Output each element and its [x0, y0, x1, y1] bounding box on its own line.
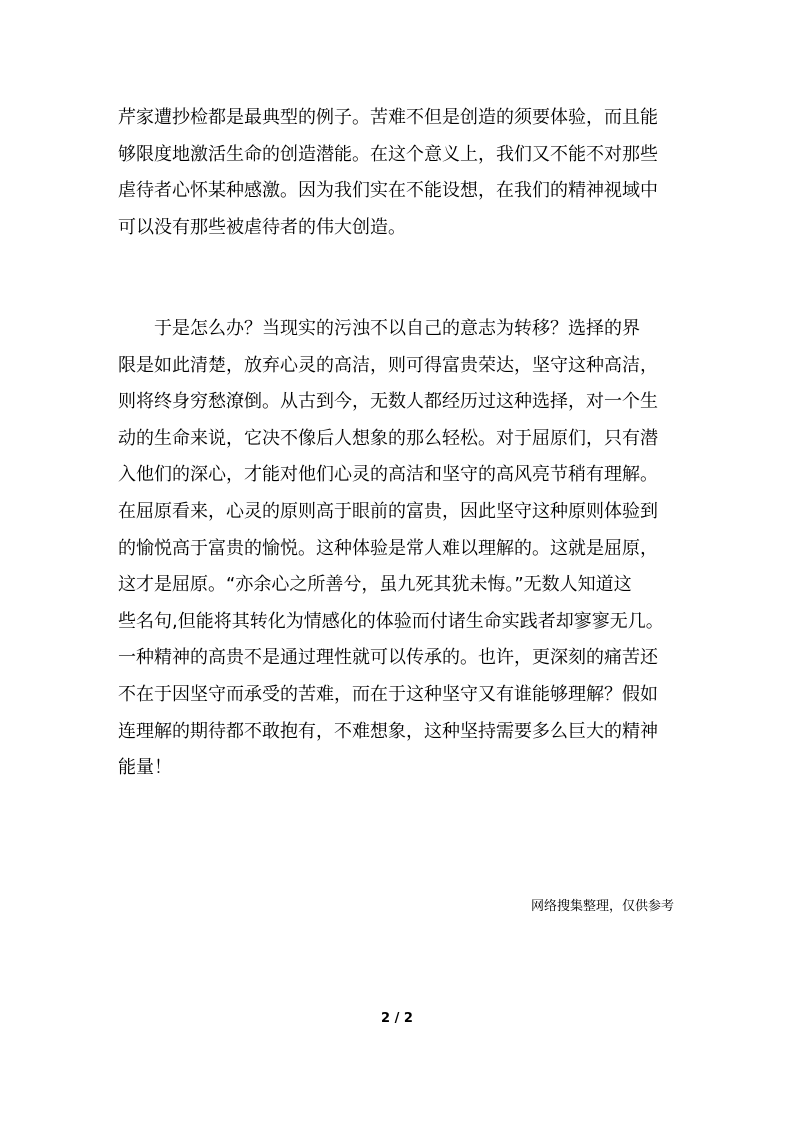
text-line: 能量！ — [118, 757, 172, 779]
text-line: 不在于因坚守而承受的苦难，而在于这种坚守又有谁能够理解？假如 — [118, 683, 658, 705]
text-line: 动的生命来说，它决不像后人想象的那么轻松。对于屈原们，只有潜 — [118, 427, 658, 449]
text-line: 芹家遭抄检都是最典型的例子。苦难不但是创造的须要体验，而且能 — [118, 107, 658, 128]
text-line: 的愉悦高于富贵的愉悦。这种体验是常人难以理解的。这就是屈原， — [118, 537, 658, 559]
text-line: 入他们的深心，才能对他们心灵的高洁和坚守的高风亮节稍有理解。 — [118, 464, 658, 486]
text-line: 些名句,但能将其转化为情感化的体验而付诸生命实践者却寥寥无几。 — [118, 610, 664, 632]
text-line: 可以没有那些被虐待者的伟大创造。 — [118, 216, 406, 238]
text-line: 限是如此清楚，放弃心灵的高洁，则可得富贵荣达，坚守这种高洁， — [118, 354, 658, 376]
text-line: 够限度地激活生命的创造潜能。在这个意义上，我们又不能不对那些 — [118, 143, 658, 165]
page-number: 2 / 2 — [381, 1011, 413, 1026]
text-line: 在屈原看来，心灵的原则高于眼前的富贵，因此坚守这种原则体验到 — [118, 500, 658, 522]
paragraph-2 — [118, 311, 686, 787]
text-line: 于是怎么办？当现实的污浊不以自己的意志为转移？选择的界 — [118, 318, 640, 339]
source-note: 网络搜集整理，仅供参考 — [530, 899, 674, 914]
text-line: 虐待者心怀某种感激。因为我们实在不能设想，在我们的精神视域中 — [118, 180, 658, 202]
text-line: 则将终身穷愁潦倒。从古到今，无数人都经历过这种选择，对一个生 — [118, 391, 658, 413]
paragraph-1 — [118, 100, 686, 246]
text-line: 一种精神的高贵不是通过理性就可以传承的。也许，更深刻的痛苦还 — [118, 647, 658, 669]
text-line: 连理解的期待都不敢抱有，不难想象，这种坚持需要多么巨大的精神 — [118, 720, 658, 742]
text-line: 这才是屈原。“亦余心之所善兮，虽九死其犹未悔。”无数人知道这 — [118, 574, 632, 596]
